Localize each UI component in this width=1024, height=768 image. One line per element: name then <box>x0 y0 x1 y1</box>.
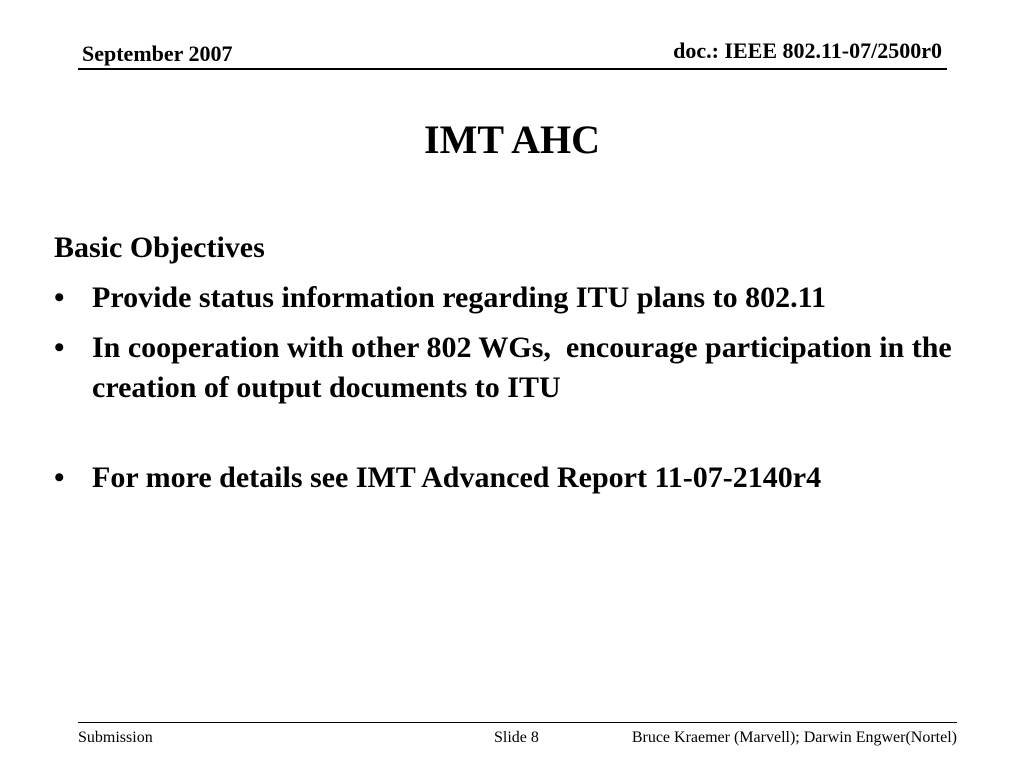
bullet-text: In cooperation with other 802 WGs, encourage participation in the creation of output documents to ITU <box>92 331 960 404</box>
header-divider <box>78 68 947 70</box>
bullet-text: For more details see IMT Advanced Report 11-07-2140r4 <box>92 461 822 494</box>
slide-body <box>54 228 994 508</box>
bullet-item <box>54 278 994 318</box>
footer-submission: Submission <box>78 729 153 746</box>
section-heading: Basic Objectives <box>54 231 265 264</box>
header-date: September 2007 <box>82 41 233 66</box>
header-doc-id: doc.: IEEE 802.11-07/2500r0 <box>673 38 942 63</box>
bullet-icon: • <box>54 461 65 494</box>
bullet-item <box>54 328 994 408</box>
bullet-icon: • <box>54 281 65 314</box>
footer-slide-number: Slide 8 <box>494 729 539 746</box>
bullet-list <box>54 278 994 498</box>
bullet-text: Provide status information regarding ITU plans to 802.11 <box>92 281 826 314</box>
bullet-icon: • <box>54 331 65 364</box>
footer-divider <box>78 722 957 723</box>
footer-authors: Bruce Kraemer (Marvell); Darwin Engwer(Nortel) <box>631 729 957 746</box>
slide-title: IMT AHC <box>424 117 600 162</box>
bullet-item <box>54 458 994 498</box>
